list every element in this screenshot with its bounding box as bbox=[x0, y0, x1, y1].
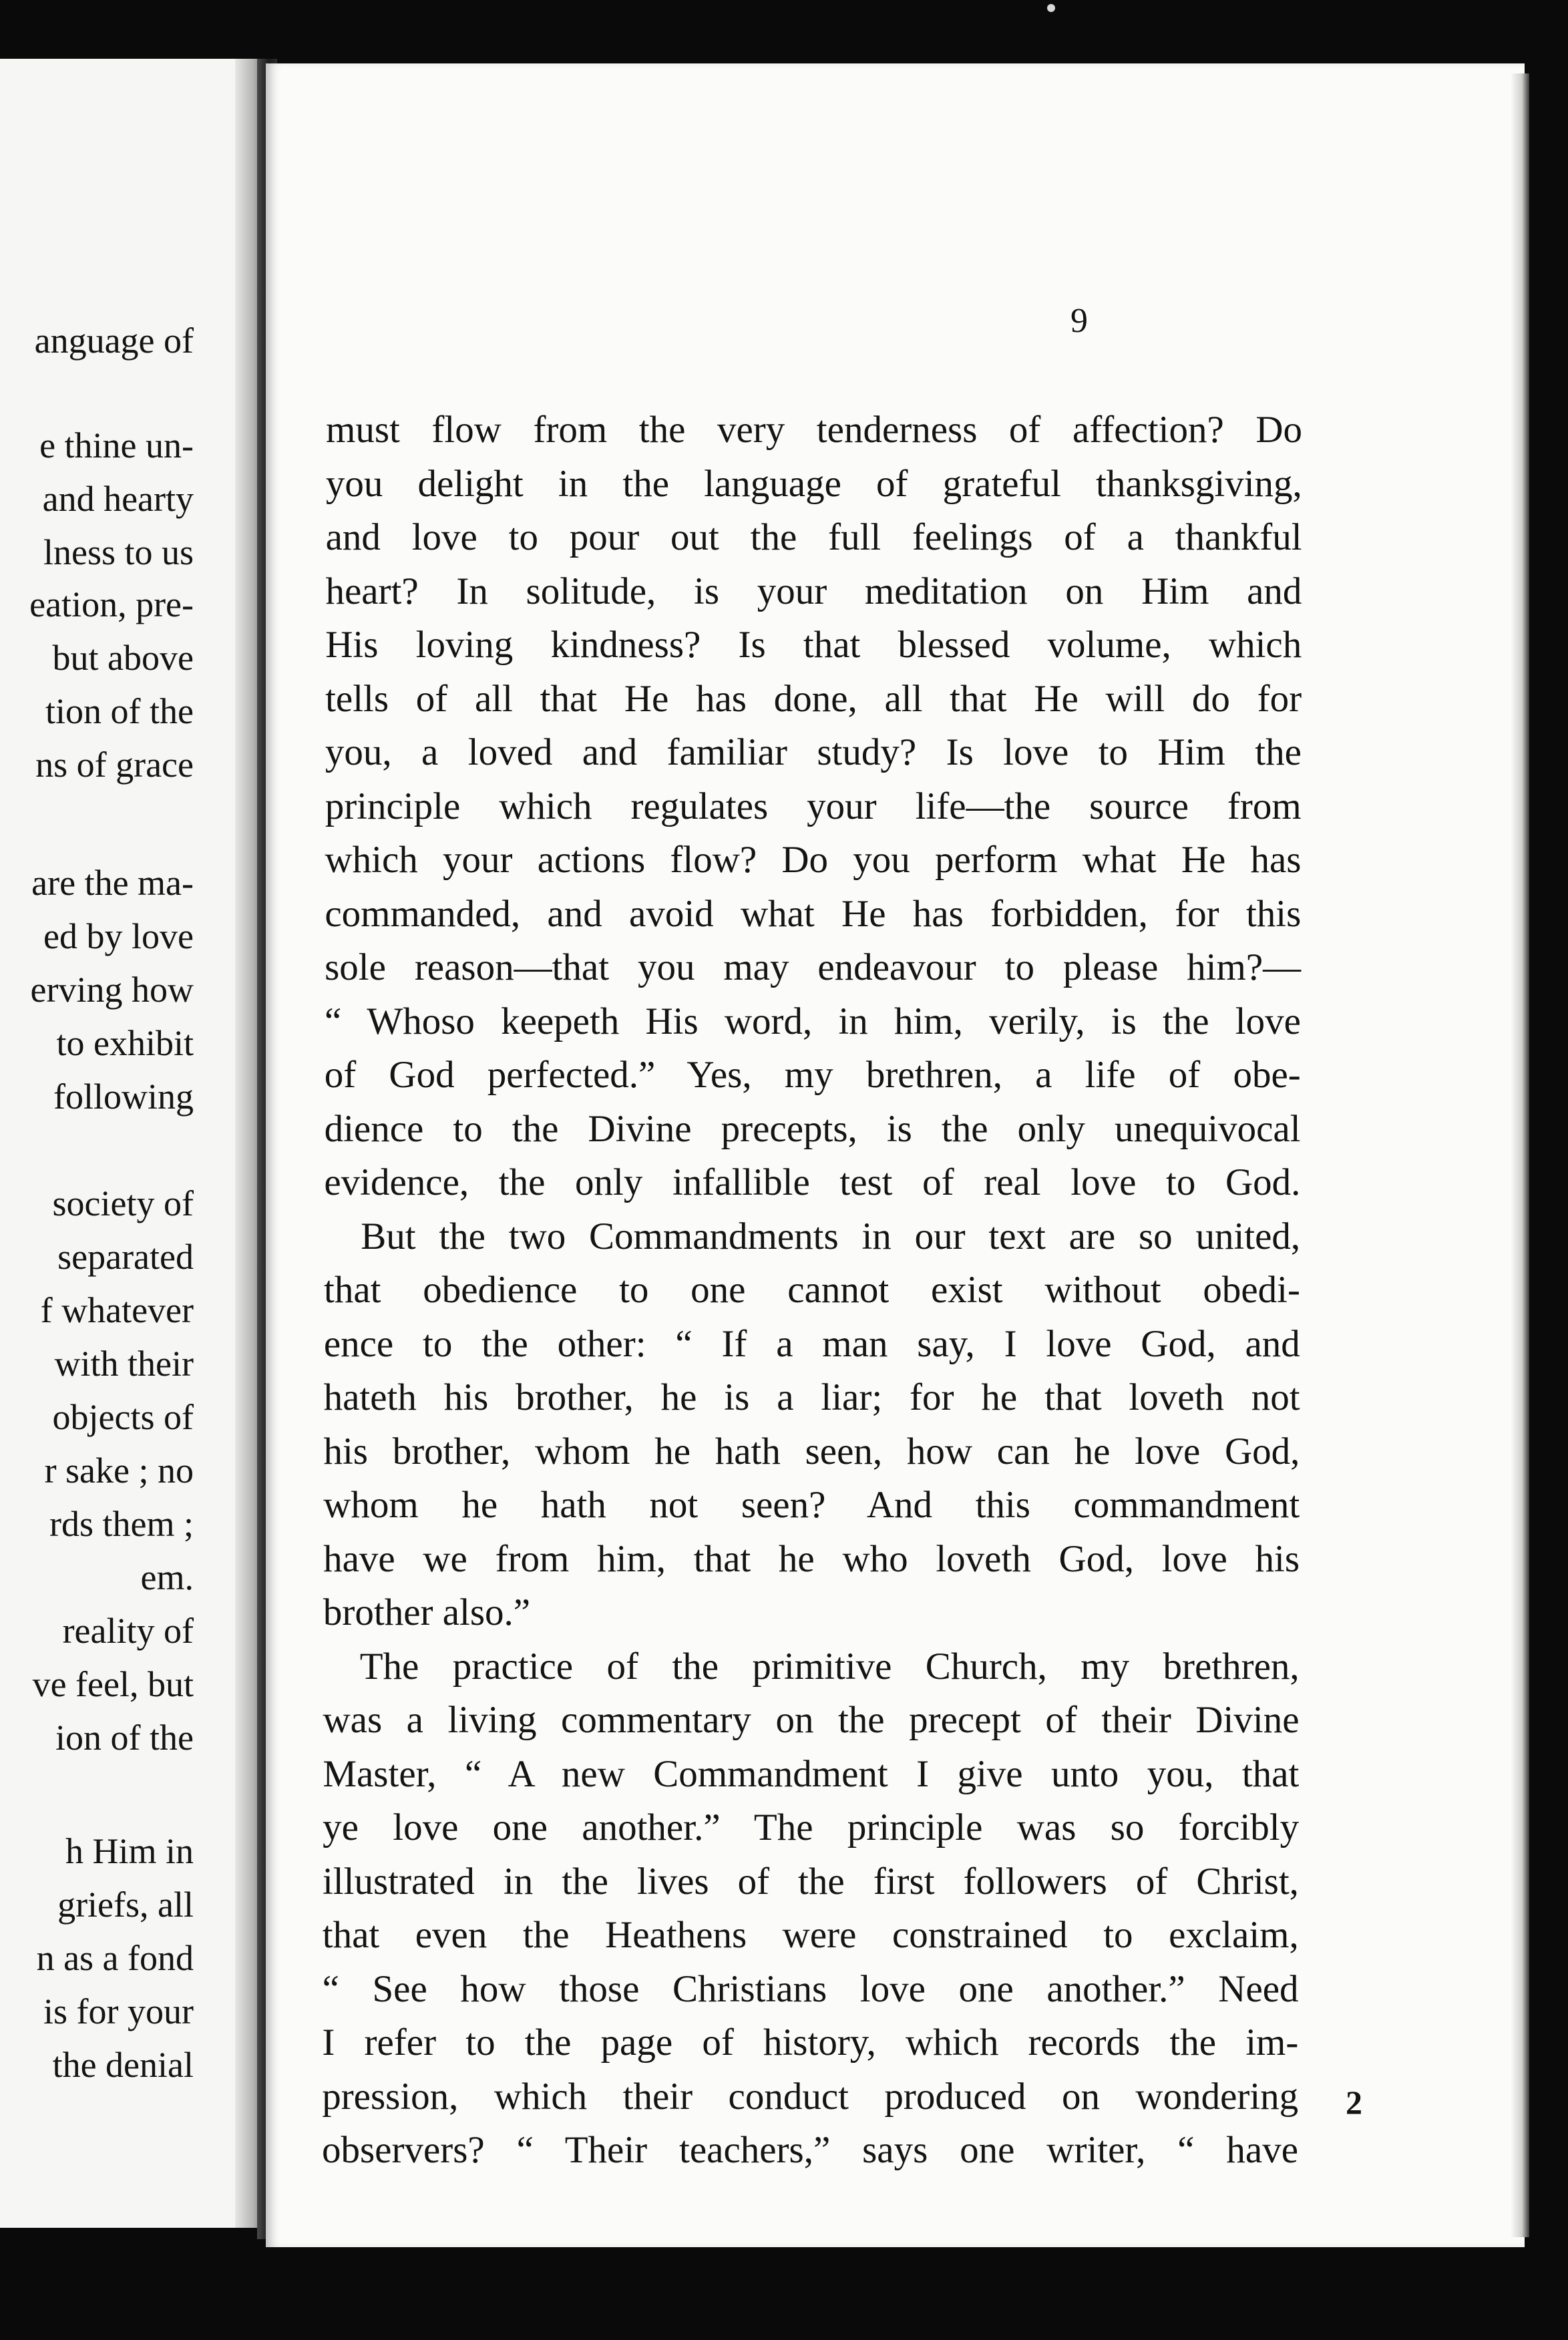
text-line: whom he hath not seen? And this commandment bbox=[323, 1484, 1300, 1526]
text-line: dience to the Divine precepts, is the only unequivocal bbox=[324, 1107, 1301, 1150]
text-line: illustrated in the lives of the first followers of Christ, bbox=[322, 1860, 1299, 1903]
text-line: have we from him, that he who loveth God, love his bbox=[323, 1537, 1300, 1580]
text-fragment: lness to us bbox=[43, 532, 194, 572]
page-number: 9 bbox=[1070, 302, 1088, 340]
text-line: brother also.” bbox=[323, 1591, 531, 1633]
text-line: was a living commentary on the precept of their Divine bbox=[323, 1699, 1300, 1741]
text-line: Master, “ A new Commandment I give unto you, that bbox=[323, 1752, 1300, 1795]
text-line: heart? In solitude, is your meditation on Him and bbox=[325, 570, 1302, 612]
text-line: and love to pour out the full feelings of a thankful bbox=[325, 516, 1302, 558]
text-fragment: and hearty bbox=[42, 479, 194, 519]
text-line: hateth his brother, he is a liar; for he that loveth not bbox=[323, 1376, 1300, 1418]
text-line: principle which regulates your life—the source from bbox=[325, 785, 1302, 827]
previous-page bbox=[0, 59, 257, 2228]
text-fragment: em. bbox=[140, 1557, 194, 1597]
text-line: But the two Commandments in our text are so united, bbox=[361, 1215, 1301, 1257]
text-fragment: anguage of bbox=[34, 321, 194, 361]
text-fragment: to exhibit bbox=[56, 1023, 194, 1063]
text-fragment: h Him in bbox=[65, 1831, 194, 1871]
text-fragment: ve feel, but bbox=[32, 1664, 194, 1704]
text-fragment: with their bbox=[54, 1344, 194, 1384]
text-fragment: the denial bbox=[52, 2045, 194, 2085]
text-fragment: f whatever bbox=[40, 1290, 194, 1330]
text-line: must flow from the very tenderness of affection? Do bbox=[326, 409, 1302, 451]
text-line: commanded, and avoid what He has forbidden, for this bbox=[325, 892, 1302, 935]
text-line: sole reason—that you may endeavour to please him?— bbox=[325, 946, 1302, 988]
text-line: His loving kindness? Is that blessed volume, which bbox=[325, 624, 1302, 666]
text-line: his brother, whom he hath seen, how can he love God, bbox=[323, 1430, 1300, 1473]
text-line: you, a loved and familiar study? Is love to Him the bbox=[325, 731, 1302, 773]
text-fragment: society of bbox=[52, 1183, 194, 1223]
text-fragment: ion of the bbox=[55, 1718, 194, 1758]
text-fragment: objects of bbox=[52, 1397, 194, 1437]
text-line: pression, which their conduct produced on wondering bbox=[322, 2075, 1299, 2118]
text-fragment: ns of grace bbox=[35, 745, 194, 785]
text-fragment: eation, pre- bbox=[29, 584, 194, 624]
text-line: evidence, the only infallible test of real love to God. bbox=[324, 1161, 1301, 1203]
printer-signature-mark: 2 bbox=[1346, 2084, 1362, 2121]
text-line: tells of all that He has done, all that He will do for bbox=[325, 677, 1302, 720]
text-line: “ Whoso keepeth His word, in him, verily, is the love bbox=[324, 1000, 1301, 1042]
text-line: that obedience to one cannot exist without obedi- bbox=[324, 1269, 1300, 1311]
text-line: The practice of the primitive Church, my brethren, bbox=[359, 1645, 1300, 1688]
text-fragment: erving how bbox=[30, 970, 194, 1010]
text-line: you delight in the language of grateful thanksgiving, bbox=[325, 462, 1302, 505]
text-line: “ See how those Christians love one another.” Need bbox=[322, 1967, 1299, 2010]
text-fragment: r sake ; no bbox=[44, 1450, 194, 1491]
current-page bbox=[266, 63, 1525, 2247]
text-line: ence to the other: “ If a man say, I love God, and bbox=[323, 1322, 1300, 1365]
text-fragment: ed by love bbox=[43, 916, 194, 956]
text-line: that even the Heathens were constrained to exclaim, bbox=[322, 1914, 1299, 1956]
text-fragment: is for your bbox=[43, 1991, 194, 2031]
text-fragment: following bbox=[53, 1077, 194, 1117]
text-fragment: n as a fond bbox=[36, 1938, 194, 1978]
text-fragment: are the ma- bbox=[31, 863, 194, 903]
text-fragment: separated bbox=[57, 1237, 194, 1277]
current-page-edge-shadow bbox=[1511, 73, 1529, 2237]
text-line: observers? “ Their teachers,” says one writer, “ have bbox=[322, 2129, 1298, 2171]
dust-speck bbox=[1047, 4, 1055, 12]
text-fragment: but above bbox=[52, 638, 194, 678]
text-fragment: griefs, all bbox=[57, 1885, 194, 1925]
text-line: I refer to the page of history, which records the im- bbox=[322, 2021, 1299, 2064]
text-line: of God perfected.” Yes, my brethren, a life of obe- bbox=[324, 1054, 1301, 1096]
text-fragment: e thine un- bbox=[39, 425, 194, 465]
text-line: which your actions flow? Do you perform what He has bbox=[325, 839, 1302, 881]
text-line: ye love one another.” The principle was so forcibly bbox=[323, 1806, 1300, 1848]
text-fragment: tion of the bbox=[45, 691, 194, 731]
text-fragment: reality of bbox=[62, 1611, 194, 1651]
text-fragment: rds them ; bbox=[49, 1504, 194, 1544]
